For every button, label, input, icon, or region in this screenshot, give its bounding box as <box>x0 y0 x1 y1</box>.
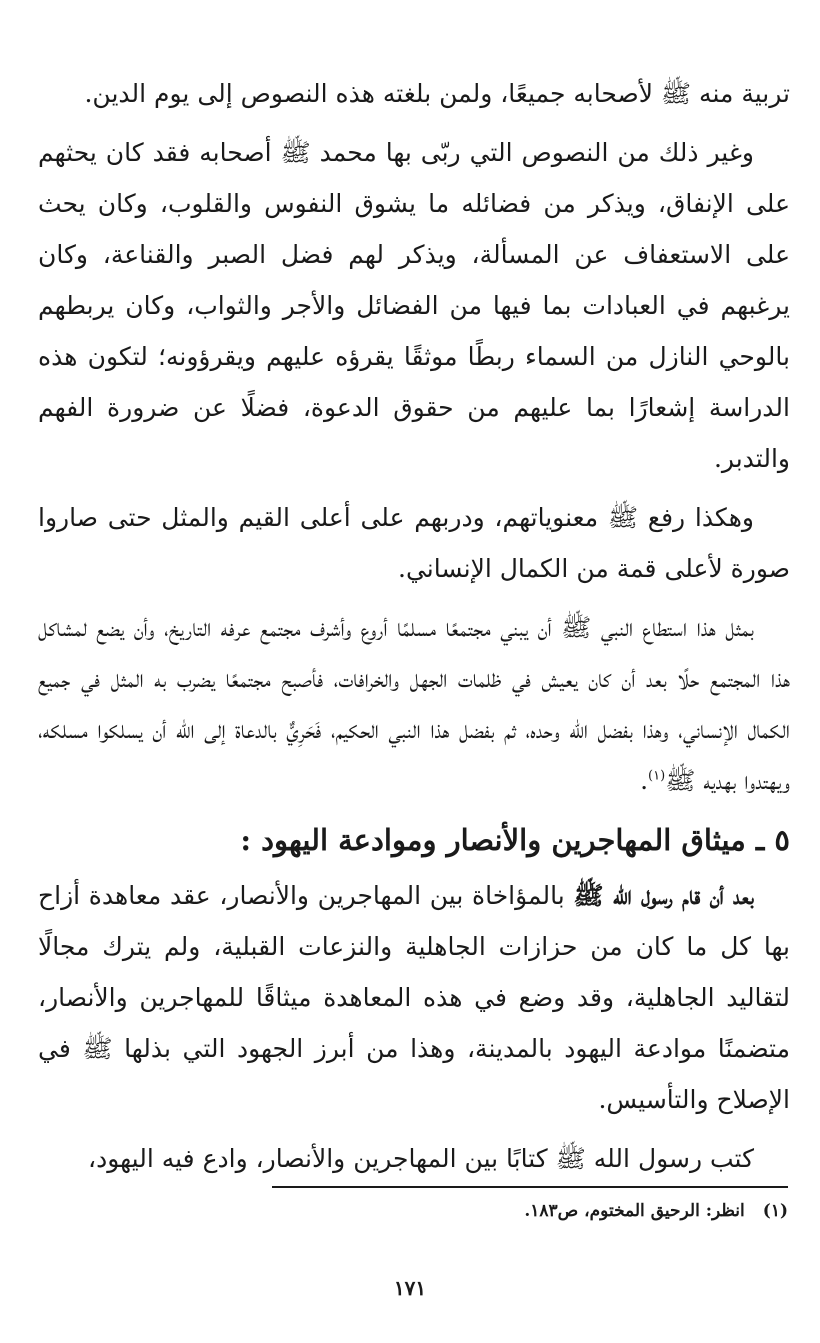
page-body <box>38 68 790 1192</box>
footnote <box>36 1198 788 1224</box>
footnote-text: انظر: الرحيق المختوم، ص١٨٣. <box>524 1201 745 1221</box>
page-number: ١٧١ <box>393 1276 427 1300</box>
paragraph-4-text: بمثل هذا استطاع النبي ﷺ أن يبني مجتمعًا مسلمًا أروع وأشرف مجتمع عرفه التاريخ، وأن يضع لمشاكل هذا المجتمع حلًا بعد أن كان يعيش في ظلمات الجهل والخرافات، فأصبح مجتمعًا يضرب به المثل في جميع الكمال الإنساني، وهذا بفضل الله وحده، ثم بفضل هذا النبي الحكيم، فَحَرِيٌّ بالدعاة إلى الله أن يسلكوا مسلكه، ويهتدوا بهديه ﷺ <box>38 613 790 795</box>
paragraph-4-end: . <box>640 766 649 795</box>
footnote-divider <box>272 1186 788 1188</box>
footnote-number: (١) <box>762 1201 788 1221</box>
paragraph-3: وهكذا رفع ﷺ معنوياتهم، ودربهم على أعلى القيم والمثل حتى صاروا صورة لأعلى قمة من الكمال الإنساني. <box>38 503 790 583</box>
paragraph-5 <box>38 870 790 1125</box>
section-heading: ٥ ـ ميثاق المهاجرين والأنصار وموادعة اليهود : <box>240 823 790 857</box>
paragraph-4 <box>38 602 790 806</box>
paragraph-6: كتب رسول الله ﷺ كتابًا بين المهاجرين والأنصار، وادع فيه اليهود، <box>88 1144 754 1173</box>
footnote-reference[interactable]: (١) <box>648 768 666 784</box>
paragraph-5-text: بالمؤاخاة بين المهاجرين والأنصار، عقد معاهدة أزاح بها كل ما كان من حزازات الجاهلية والنزعات القبلية، ولم يترك مجالًا لتقاليد الجاهلية، وقد وضع في هذه المعاهدة ميثاقًا للمهاجرين والأنصار، متضمنًا موادعة اليهود بالمدينة، وهذا من أبرز الجهود التي بذلها ﷺ في الإصلاح والتأسيس. <box>38 881 790 1114</box>
paragraph-1: تربية منه ﷺ لأصحابه جميعًا، ولمن بلغته هذه النصوص إلى يوم الدين. <box>84 79 790 108</box>
paragraph-5-lead: بعد أن قام رسول الله ﷺ <box>573 881 754 910</box>
paragraph-2: وغير ذلك من النصوص التي ربّى بها محمد ﷺ أصحابه فقد كان يحثهم على الإنفاق، ويذكر من فضائله ما يشوق النفوس والقلوب، وكان يحث على الاستعفاف عن المسألة، ويذكر لهم فضل الصبر والقناعة، وكان يرغبهم في العبادات بما فيها من الفضائل والأجر والثواب، وكان يربطهم بالوحي النازل من السماء ربطًا موثقًا يقرؤه عليهم ويقرؤونه؛ لتكون هذه الدراسة إشعارًا بما عليهم من حقوق الدعوة، فضلًا عن ضرورة الفهم والتدبر. <box>38 138 790 473</box>
